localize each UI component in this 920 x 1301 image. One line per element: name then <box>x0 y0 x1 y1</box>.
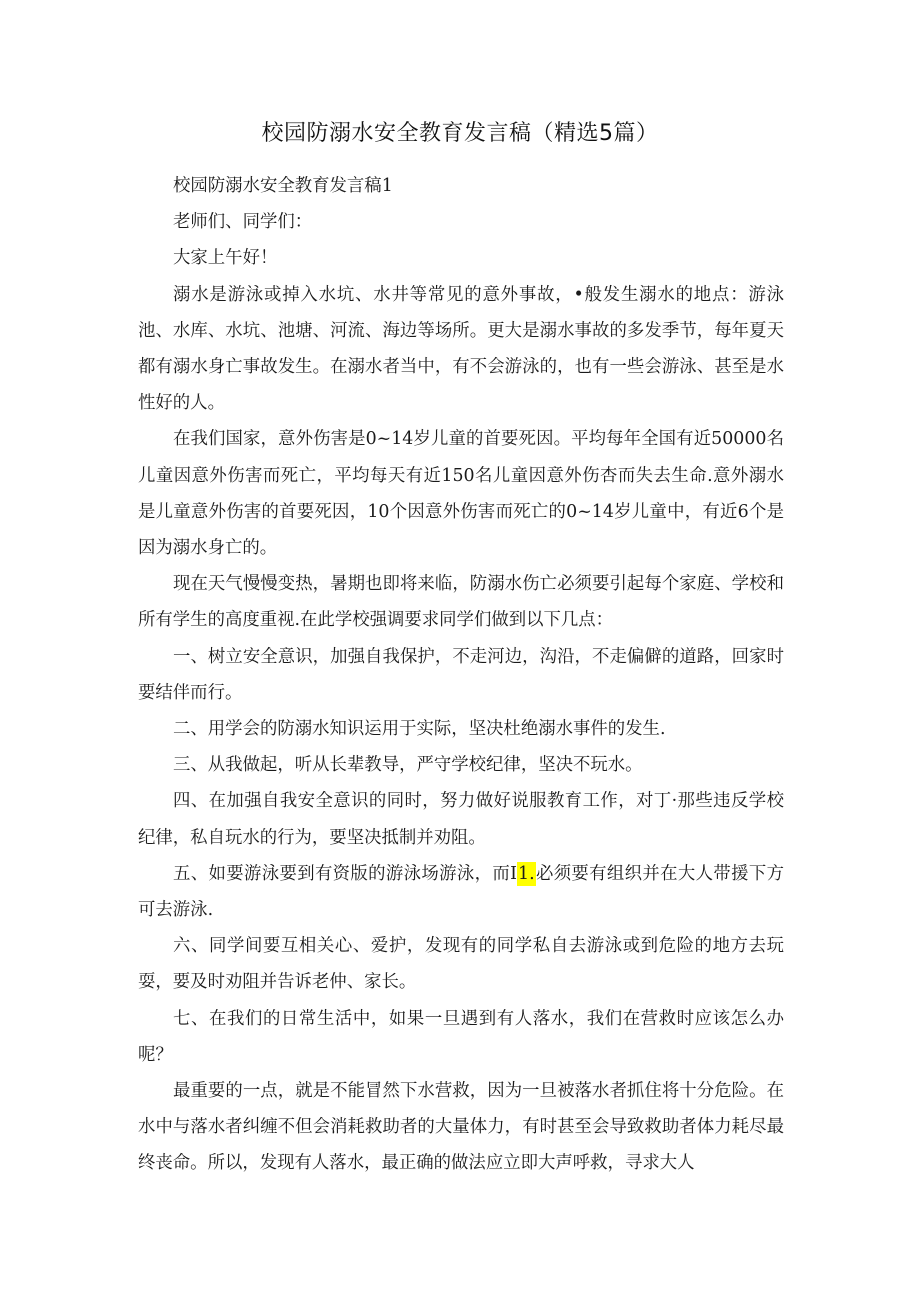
paragraph-point-7: 七、在我们的日常生活中，如果一旦遇到有人落水，我们在营救时应该怎么办呢？ <box>138 1008 784 1065</box>
paragraph-requirements-intro: 现在天气慢慢变热，暑期也即将来临，防溺水伤亡必须要引起每个家庭、学校和所有学生的高度重视.在此学校强调要求同学们做到以下几点： <box>138 574 784 631</box>
paragraph-rescue-advice: 最重要的一点，就是不能冒然下水营救，因为一旦被落水者抓住将十分危险。在水中与落水者纠缠不但会消耗救助者的大量体力，有时甚至会导致救助者体力耗尽最终丧命。所以，发现有人落水，最正确的做法应立即大声呼救，寻求大人 <box>138 1081 784 1174</box>
paragraph-point-4: 四、在加强自我安全意识的同时，努力做好说服教育工作，对丁·那些违反学校纪律，私自玩水的行为，要坚决抵制并劝阻。 <box>138 791 784 848</box>
document-title: 校园防溺水安全教育发言稿（精选5篇） <box>261 121 659 146</box>
paragraph-drowning-intro: 溺水是游泳或掉入水坑、水井等常见的意外事故，•般发生溺水的地点：游泳池、水库、水坑、池塘、河流、海边等场所。更大是溺水事故的多发季节，每年夏天都有溺水身亡事故发生。在溺水者当中，有不会游泳的，也有一些会游泳、甚至是水性好的人。 <box>138 284 784 414</box>
paragraph-section-heading: 校园防溺水安全教育发言稿1 <box>173 176 393 196</box>
paragraph-point-6: 六、同学间要互相关心、爱护，发现有的同学私自去游泳或到危险的地方去玩耍，要及时劝阻并告诉老仲、家长。 <box>138 936 784 993</box>
paragraph-statistics: 在我们国家，意外伤害是0~14岁儿童的首要死因。平均每年全国有近50000名儿童因意外伤害而死亡，平均每天有近150名儿童因意外伤杏而失去生命.意外溺水是儿童意外伤害的首要死因，10个因意外伤害而死亡的0~14岁儿童中，有近6个是因为溺水身亡的。 <box>138 429 784 559</box>
highlight-mark: 1. <box>518 863 535 884</box>
paragraph-point-5 <box>138 856 784 928</box>
paragraph-point-2: 二、用学会的防溺水知识运用于实际，坚决杜绝溺水事件的发生. <box>173 719 666 740</box>
paragraph-point-1: 一、树立安全意识，加强自我保护，不走河边，沟沿，不走偏僻的道路，回家时要结伴而行。 <box>138 646 784 703</box>
paragraph-greeting: 大家上午好！ <box>173 248 278 269</box>
paragraph-point-5-before: 五、如要游泳要到有资版的游泳场游泳，而I <box>173 863 517 884</box>
document-body <box>138 168 784 1182</box>
paragraph-salutation: 老师们、同学们： <box>173 212 313 233</box>
paragraph-point-5-after: 必须要有组织并在大人带援下方可去游泳. <box>138 863 784 921</box>
paragraph-point-3: 三、从我做起，听从长辈教导，严守学校纪律，坚决不玩水。 <box>173 755 643 776</box>
